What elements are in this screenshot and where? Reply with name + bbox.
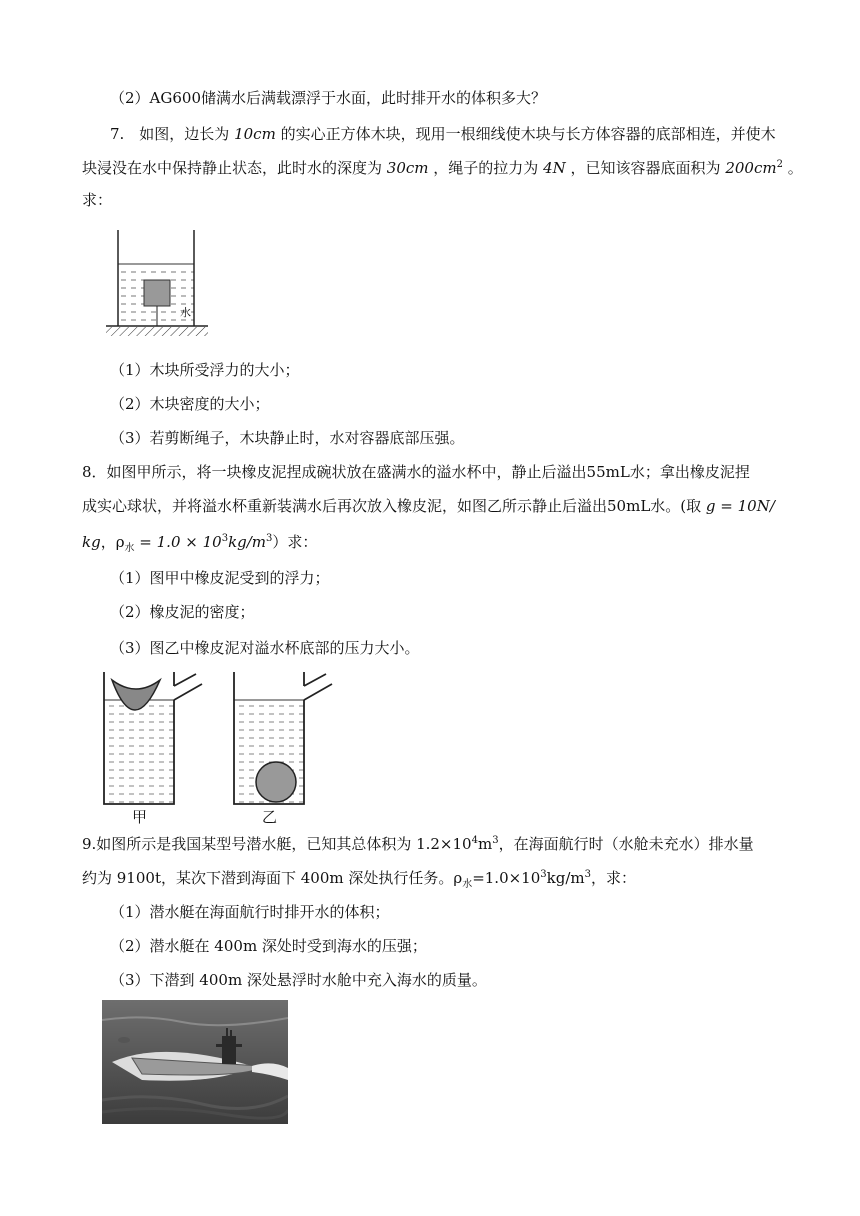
q8-rho-unit: kg/m xyxy=(228,533,267,551)
label-yi: 乙 xyxy=(262,808,278,826)
q9-sub3: （3）下潜到 400m 深处悬浮时水舱中充入海水的质量。 xyxy=(110,971,487,989)
q7-area-exp: 2 xyxy=(776,159,783,170)
q7-depth: 30cm xyxy=(386,159,429,177)
q9-line1-c: ，在海面航行时（水舱未充水）排水量 xyxy=(498,835,754,853)
q9-line2-b: =1.0×10 xyxy=(472,869,541,887)
q8-overflow-cups-figure xyxy=(98,670,348,828)
cup-jia xyxy=(104,672,202,804)
q9-exp4: 3 xyxy=(584,869,591,880)
q8-rho-unit-exp: 3 xyxy=(266,533,273,544)
q7-line2-text-d: 。 xyxy=(787,159,803,177)
ground-hatch xyxy=(106,327,208,336)
q7-area: 200cm xyxy=(725,159,777,177)
q8-g-value: g = 10N/ xyxy=(705,497,775,515)
q7-sub1: （1）木块所受浮力的大小； xyxy=(110,361,300,379)
q8-sub1: （1）图甲中橡皮泥受到的浮力； xyxy=(110,569,330,587)
q8-sub3: （3）图乙中橡皮泥对溢水杯底部的压力大小。 xyxy=(110,639,420,657)
q7-container-figure xyxy=(100,228,240,340)
q7-side-length: 10cm xyxy=(234,125,276,143)
q7-line2 xyxy=(82,158,803,178)
q8-line3-end: ）求： xyxy=(272,533,318,551)
q7-line1-text-b: 的实心正方体木块，现用一根细线使木块与长方体容器的底部相连，并使木 xyxy=(280,125,776,143)
q7-line1 xyxy=(110,124,776,144)
q9-line2-c: kg/m xyxy=(546,869,585,887)
submarine-sail xyxy=(222,1036,236,1064)
q9-rho-sub: 水 xyxy=(462,879,473,890)
wood-block xyxy=(144,280,170,306)
label-jia: 甲 xyxy=(132,808,148,826)
q7-sub2: （2）木块密度的大小； xyxy=(110,395,270,413)
q9-sub1: （1）潜水艇在海面航行时排开水的体积； xyxy=(110,903,390,921)
q8-rho-sub: 水 xyxy=(124,543,135,554)
q9-line1-a: 9.如图所示是我国某型号潜水艇，已知其总体积为 1.2×10 xyxy=(82,835,472,853)
clay-ball xyxy=(256,762,296,802)
q7-force: 4N xyxy=(543,159,566,177)
q8-line1: 8．如图甲所示，将一块橡皮泥捏成碗状放在盛满水的溢水杯中，静止后溢出55mL水；拿出橡皮泥捏 xyxy=(82,463,750,481)
q8-line2 xyxy=(82,496,775,516)
q9-line2 xyxy=(82,868,636,888)
q7-line1-text-a: 7. 如图，边长为 xyxy=(110,125,230,143)
q7-line2-text-a: 块浸没在水中保持静止状态，此时水的深度为 xyxy=(82,159,383,177)
submarine-photo xyxy=(102,1000,288,1124)
q8-rho: ，ρ xyxy=(100,533,125,551)
q8-sub2: （2）橡皮泥的密度； xyxy=(110,603,255,621)
q8-line2-text: 成实心球状，并将溢水杯重新装满水后再次放入橡皮泥，如图乙所示静止后溢出50mL水。(取 xyxy=(82,497,702,515)
q9-line2-a: 约为 9100t，某次下潜到海面下 400m 深处执行任务。ρ xyxy=(82,869,463,887)
q9-line1-b: m xyxy=(477,835,493,853)
q9-exp3: 3 xyxy=(540,869,547,880)
q7-line2-text-b: ，绳子的拉力为 xyxy=(433,159,539,177)
cup-yi xyxy=(234,672,332,804)
q7-line3: 求： xyxy=(82,191,113,209)
q7-water-label: 水 xyxy=(180,306,191,319)
q9-exp2: 3 xyxy=(492,835,499,846)
q8-kg: kg xyxy=(82,533,101,551)
q9-exp1: 4 xyxy=(471,835,478,846)
q9-line1 xyxy=(82,834,754,854)
q8-rho-exp: 3 xyxy=(221,533,229,544)
q8-line3 xyxy=(82,532,317,552)
q9-line2-d: ，求： xyxy=(591,869,637,887)
q6-sub2: （2）AG600储满水后满载漂浮于水面，此时排开水的体积多大？ xyxy=(110,89,546,107)
q9-sub2: （2）潜水艇在 400m 深处时受到海水的压强； xyxy=(110,937,427,955)
q7-sub3: （3）若剪断绳子，木块静止时，水对容器底部压强。 xyxy=(110,429,465,447)
q8-rho-val: = 1.0 × 10 xyxy=(134,533,222,551)
q7-line2-text-c: ，已知该容器底面积为 xyxy=(570,159,721,177)
